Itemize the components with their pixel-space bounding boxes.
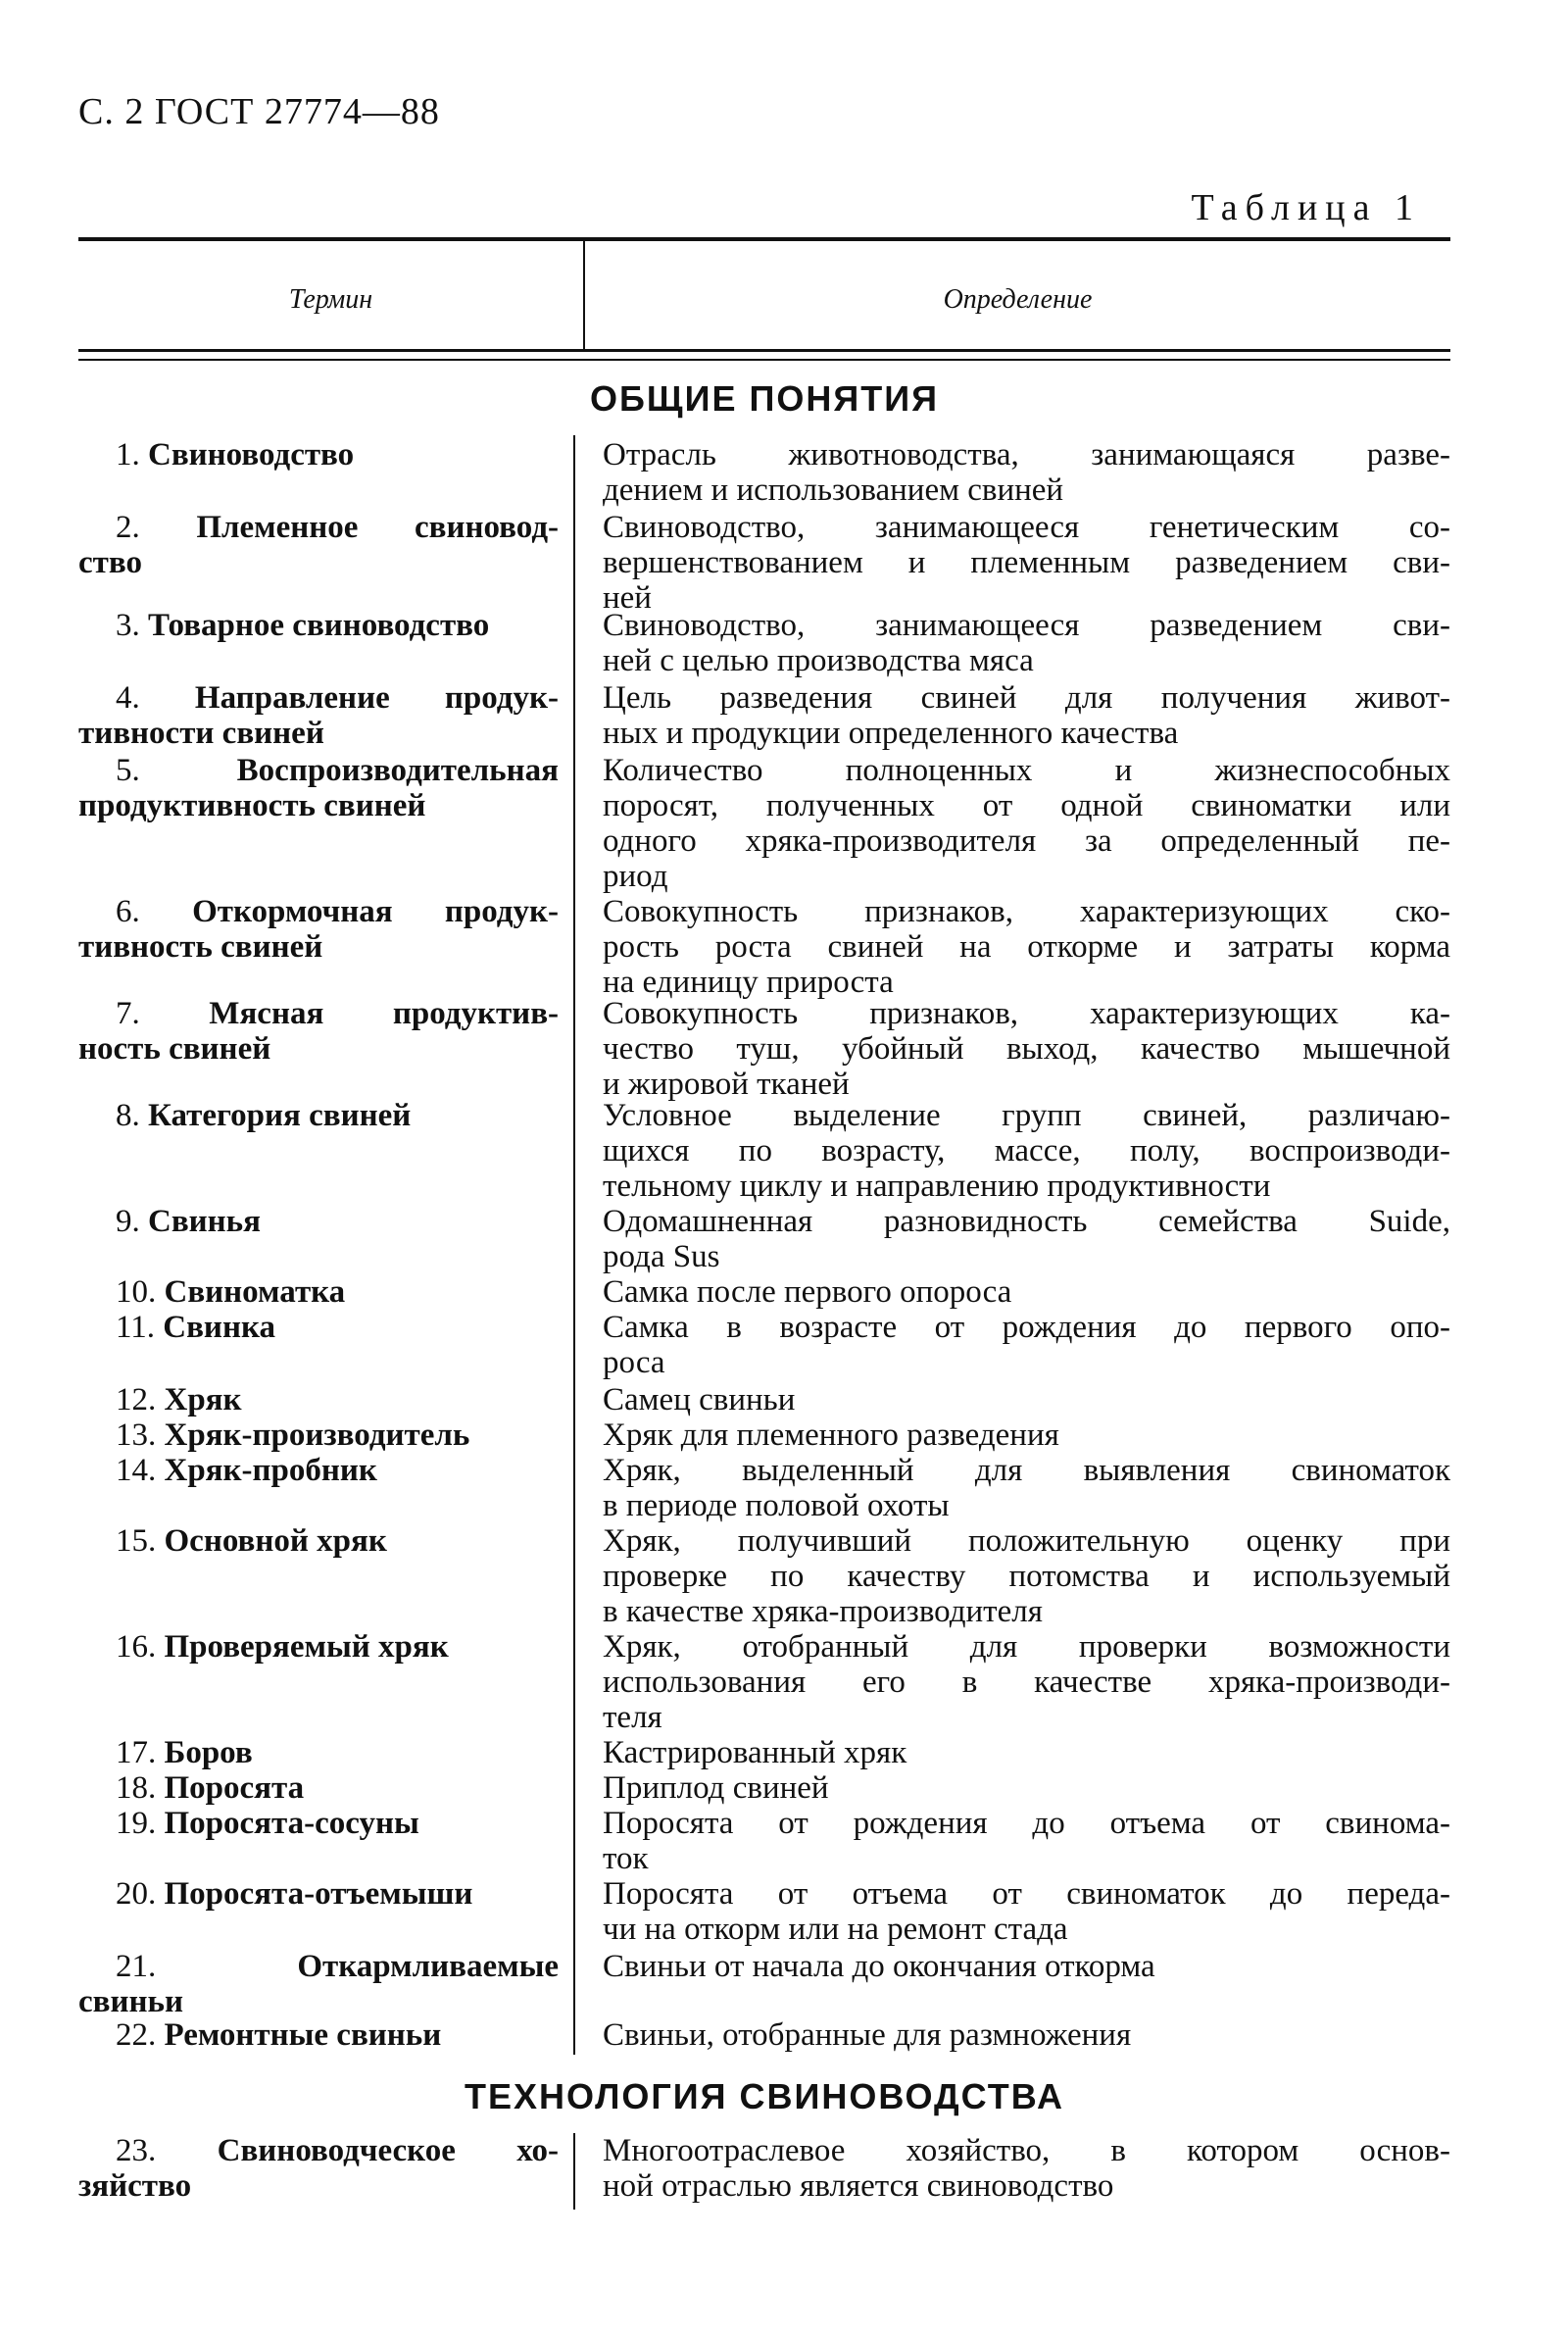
definition-line: Отрасль животноводства, занимающаяся разве- <box>603 437 1450 472</box>
term-number: 9. <box>116 1204 140 1239</box>
definition-line: одного хряка-производителя за определенный пе- <box>603 823 1450 859</box>
term-number: 4. <box>116 680 140 716</box>
definition-cell <box>603 1204 1450 1274</box>
definition-line: в качестве хряка-производителя <box>603 1594 1043 1629</box>
term-number: 7. <box>116 996 140 1031</box>
definition-line: использования его в качестве хряка-производи- <box>603 1665 1450 1700</box>
term-number: 10. <box>116 1274 157 1310</box>
column-header-term: Термин <box>288 284 373 315</box>
term-text: Откормочная продук- <box>192 894 559 929</box>
definition-line: дением и использованием свиней <box>603 472 1064 508</box>
definition-line: чи на откорм или на ремонт стада <box>603 1912 1068 1947</box>
term-cell <box>78 996 559 1067</box>
definition-cell <box>603 2133 1450 2204</box>
term-number: 15. <box>116 1523 157 1559</box>
definition-line: рода Sus <box>603 1239 720 1274</box>
definition-line: Свиньи, отобранные для размножения <box>603 2017 1132 2053</box>
term-cell <box>78 2017 559 2053</box>
term-text: Свинья <box>148 1204 261 1239</box>
term-text: ность свиней <box>78 1031 271 1067</box>
term-text: Категория свиней <box>148 1098 412 1133</box>
term-text: Хряк <box>164 1382 242 1417</box>
term-number: 2. <box>116 510 140 545</box>
term-text: Воспроизводительная <box>236 753 559 788</box>
definition-line: Поросята от рождения до отъема от свинома- <box>603 1806 1450 1841</box>
definition-line: Условное выделение групп свиней, различаю- <box>603 1098 1450 1133</box>
term-number: 3. <box>116 608 140 643</box>
term-number: 8. <box>116 1098 140 1133</box>
definition-line: Самка в возрасте от рождения до первого опо- <box>603 1310 1450 1345</box>
term-cell <box>78 1629 559 1665</box>
term-text: Племенное свиновод- <box>196 510 559 545</box>
term-cell <box>78 1523 559 1559</box>
term-cell <box>78 1098 559 1133</box>
definition-line: в периоде половой охоты <box>603 1488 950 1523</box>
definition-line: Многоотраслевое хозяйство, в котором основ- <box>603 2133 1450 2168</box>
definition-line: Хряк для племенного разведения <box>603 1417 1059 1453</box>
term-text: тивность свиней <box>78 929 323 965</box>
definition-line: Свиньи от начала до окончания откорма <box>603 1949 1155 1984</box>
section-title: ТЕХНОЛОГИЯ СВИНОВОДСТВА <box>465 2076 1064 2116</box>
term-cell <box>78 1204 559 1239</box>
definition-cell <box>603 1806 1450 1876</box>
definition-line: Совокупность признаков, характеризующих ско- <box>603 894 1450 929</box>
definition-line: Самец свиньи <box>603 1382 796 1417</box>
definition-cell <box>603 753 1450 894</box>
definition-line: риод <box>603 859 668 894</box>
term-number: 5. <box>116 753 140 788</box>
term-cell <box>78 1382 559 1417</box>
definition-line: щихся по возрасту, массе, полу, воспроизводи- <box>603 1133 1450 1168</box>
definition-line: ных и продукции определенного качества <box>603 716 1179 751</box>
definition-line: Свиноводство, занимающееся разведением сви- <box>603 608 1450 643</box>
term-cell <box>78 2133 559 2204</box>
term-number: 14. <box>116 1453 157 1488</box>
term-cell <box>78 1806 559 1841</box>
definition-cell <box>603 996 1450 1102</box>
term-text: Свинка <box>163 1310 275 1345</box>
term-number: 22. <box>116 2017 157 2053</box>
term-text: Мясная продуктив- <box>209 996 560 1031</box>
definition-line: роса <box>603 1345 665 1380</box>
term-number: 20. <box>116 1876 157 1912</box>
term-text: Поросята <box>164 1770 305 1806</box>
table-caption: Таблица 1 <box>1191 187 1421 228</box>
term-number: 6. <box>116 894 140 929</box>
term-cell <box>78 437 559 472</box>
term-cell <box>78 753 559 823</box>
definition-cell <box>603 2017 1450 2053</box>
term-number: 11. <box>116 1310 156 1345</box>
definition-line: Приплод свиней <box>603 1770 829 1806</box>
term-cell <box>78 1417 559 1453</box>
definition-line: тельному циклу и направлению продуктивности <box>603 1168 1271 1204</box>
definition-cell <box>603 437 1450 508</box>
definition-cell <box>603 1629 1450 1735</box>
term-text: Основной хряк <box>164 1523 387 1559</box>
column-divider <box>573 435 575 2055</box>
definition-cell <box>603 510 1450 616</box>
definition-cell <box>603 1274 1450 1310</box>
term-cell <box>78 894 559 965</box>
term-text: Откармливаемые <box>297 1949 559 1984</box>
definition-line: чество туш, убойный выход, качество мышечной <box>603 1031 1450 1067</box>
term-number: 19. <box>116 1806 157 1841</box>
term-text: Свиноводческое хо- <box>217 2133 559 2168</box>
term-cell <box>78 1876 559 1912</box>
term-text: Товарное свиноводство <box>148 608 490 643</box>
term-cell <box>78 1274 559 1310</box>
definition-cell <box>603 1523 1450 1629</box>
column-divider <box>573 2133 575 2210</box>
term-cell <box>78 510 559 580</box>
term-text: Поросята-отъемыши <box>164 1876 473 1912</box>
definition-line: ней <box>603 580 652 616</box>
term-text: Свиноводство <box>148 437 355 472</box>
definition-line: Поросята от отъема от свиноматок до переда- <box>603 1876 1450 1912</box>
definition-line: Совокупность признаков, характеризующих ка- <box>603 996 1450 1031</box>
definition-line: Хряк, выделенный для выявления свиноматок <box>603 1453 1450 1488</box>
term-cell <box>78 1949 559 2019</box>
definition-line: ной отраслью является свиноводство <box>603 2168 1114 2204</box>
term-text: Боров <box>164 1735 253 1770</box>
term-text: продуктивность свиней <box>78 788 426 823</box>
definition-line: Хряк, получивший положительную оценку при <box>603 1523 1450 1559</box>
definition-cell <box>603 894 1450 1000</box>
term-number: 16. <box>116 1629 157 1665</box>
section-title: ОБЩИЕ ПОНЯТИЯ <box>590 378 939 419</box>
header-bottom-rule-thin <box>78 359 1450 361</box>
definition-cell <box>603 1382 1450 1417</box>
term-text: зяйство <box>78 2168 192 2204</box>
term-number: 12. <box>116 1382 157 1417</box>
term-cell <box>78 608 559 643</box>
term-cell <box>78 1310 559 1345</box>
definition-cell <box>603 1098 1450 1204</box>
definition-line: Одомашненная разновидность семейства Suide, <box>603 1204 1450 1239</box>
term-text: Поросята-сосуны <box>164 1806 419 1841</box>
definition-line: и жировой тканей <box>603 1067 850 1102</box>
definition-cell <box>603 680 1450 751</box>
table-top-rule <box>78 237 1450 241</box>
definition-cell <box>603 1949 1450 1984</box>
definition-cell <box>603 608 1450 678</box>
page-header: С. 2 ГОСТ 27774—88 <box>78 91 440 132</box>
definition-cell <box>603 1310 1450 1380</box>
term-number: 18. <box>116 1770 157 1806</box>
term-number: 1. <box>116 437 140 472</box>
term-number: 13. <box>116 1417 157 1453</box>
definition-cell <box>603 1876 1450 1947</box>
definition-line: Свиноводство, занимающееся генетическим со- <box>603 510 1450 545</box>
definition-line: Хряк, отобранный для проверки возможности <box>603 1629 1450 1665</box>
column-header-definition: Определение <box>943 284 1093 315</box>
definition-line: ток <box>603 1841 649 1876</box>
definition-line: теля <box>603 1700 662 1735</box>
term-cell <box>78 680 559 751</box>
term-text: ство <box>78 545 142 580</box>
definition-line: на единицу прироста <box>603 965 894 1000</box>
term-text: тивности свиней <box>78 716 324 751</box>
definition-line: ней с целью производства мяса <box>603 643 1034 678</box>
definition-cell <box>603 1417 1450 1453</box>
term-number: 21. <box>116 1949 157 1984</box>
definition-cell <box>603 1735 1450 1770</box>
header-bottom-rule <box>78 349 1450 352</box>
term-cell <box>78 1735 559 1770</box>
definition-line: Количество полноценных и жизнеспособных <box>603 753 1450 788</box>
term-number: 23. <box>116 2133 157 2168</box>
term-number: 17. <box>116 1735 157 1770</box>
definition-cell <box>603 1453 1450 1523</box>
definition-line: поросят, полученных от одной свиноматки или <box>603 788 1450 823</box>
term-cell <box>78 1453 559 1488</box>
term-text: Ремонтные свиньи <box>164 2017 442 2053</box>
term-cell <box>78 1770 559 1806</box>
definition-line: Самка после первого опороса <box>603 1274 1012 1310</box>
term-text: Хряк-пробник <box>164 1453 377 1488</box>
definition-line: рость роста свиней на откорме и затраты корма <box>603 929 1450 965</box>
term-text: Свиноматка <box>164 1274 346 1310</box>
term-text: Хряк-производитель <box>164 1417 470 1453</box>
term-text: Проверяемый хряк <box>164 1629 449 1665</box>
definition-line: вершенствованием и племенным разведением сви- <box>603 545 1450 580</box>
definition-cell <box>603 1770 1450 1806</box>
definition-line: проверке по качеству потомства и используемый <box>603 1559 1450 1594</box>
definition-line: Кастрированный хряк <box>603 1735 907 1770</box>
term-text: свиньи <box>78 1984 183 2019</box>
term-text: Направление продук- <box>194 680 559 716</box>
definition-line: Цель разведения свиней для получения живот- <box>603 680 1450 716</box>
